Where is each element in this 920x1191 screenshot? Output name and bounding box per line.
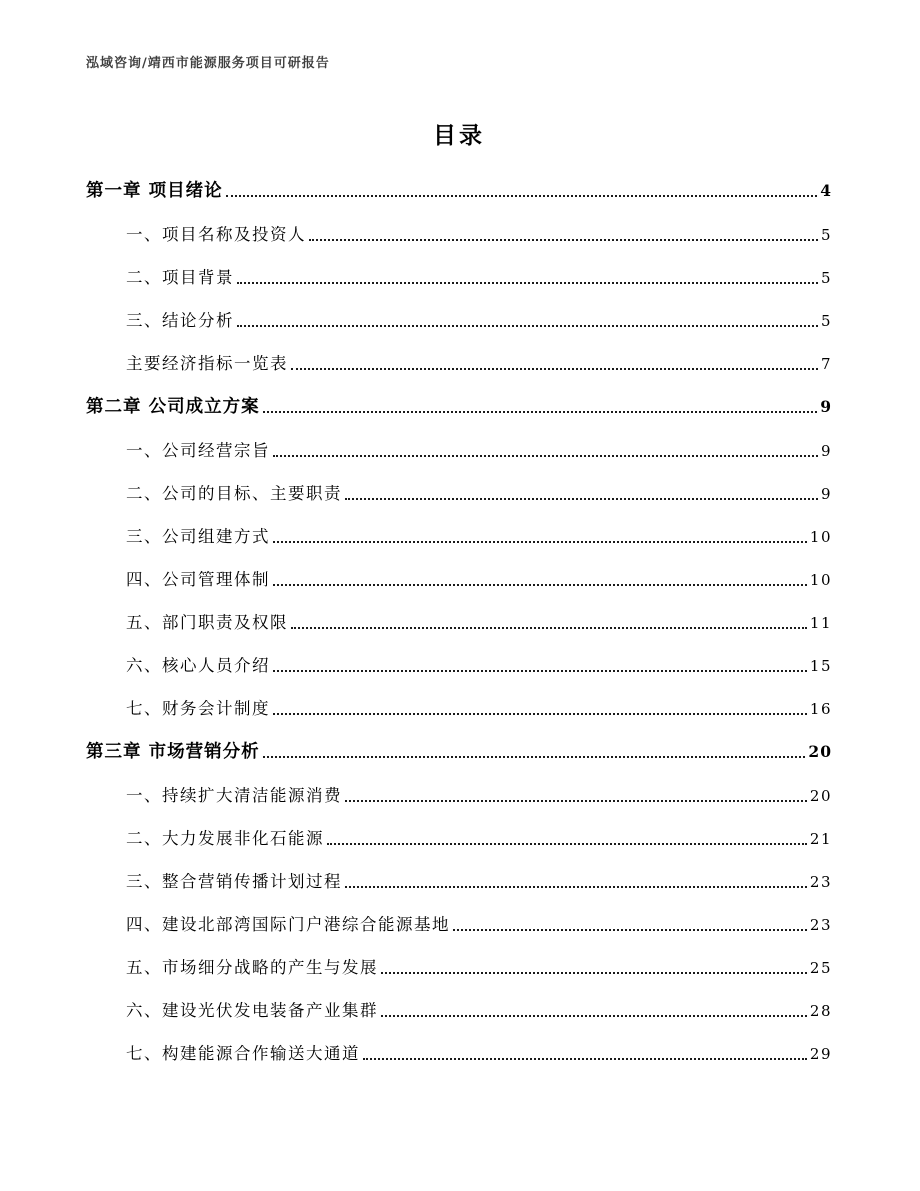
- page-number: 25: [809, 959, 832, 977]
- toc-item-row[interactable]: [86, 440, 832, 462]
- toc-item-row[interactable]: [86, 828, 832, 850]
- toc-entry-label: 三、整合营销传播计划过程: [126, 872, 342, 891]
- toc-chapter-row[interactable]: [86, 741, 832, 763]
- dot-leader: [273, 713, 807, 715]
- dot-leader: [309, 239, 818, 241]
- toc-title: 目录: [433, 122, 485, 149]
- dot-leader: [381, 972, 807, 974]
- page-number: 20: [808, 742, 832, 761]
- dot-leader: [237, 282, 818, 284]
- page-number: 9: [820, 442, 832, 460]
- dot-leader: [226, 195, 818, 197]
- toc-item-row[interactable]: [86, 526, 832, 548]
- toc-entry-label: 二、项目背景: [126, 268, 234, 287]
- toc-entry-label: 七、构建能源合作输送大通道: [126, 1044, 360, 1063]
- toc-item-row[interactable]: [86, 310, 832, 332]
- dot-leader: [291, 627, 807, 629]
- dot-leader: [273, 455, 818, 457]
- toc-entry-label: 二、公司的目标、主要职责: [126, 484, 342, 503]
- dot-leader: [453, 929, 807, 931]
- dot-leader: [237, 325, 818, 327]
- toc-entry-label: 第二章 公司成立方案: [86, 397, 260, 417]
- dot-leader: [263, 411, 818, 413]
- dot-leader: [273, 670, 807, 672]
- document-header: 泓域咨询/靖西市能源服务项目可研报告: [86, 56, 330, 71]
- toc-entry-label: 六、核心人员介绍: [126, 656, 270, 675]
- page-number: 10: [809, 571, 832, 589]
- dot-leader: [345, 886, 807, 888]
- page-number: 10: [809, 528, 832, 546]
- page-number: 5: [820, 226, 832, 244]
- toc-item-row[interactable]: [86, 1043, 832, 1065]
- toc-entry-label: 主要经济指标一览表: [126, 354, 288, 373]
- toc-item-row[interactable]: [86, 871, 832, 893]
- toc-entry-label: 五、市场细分战略的产生与发展: [126, 958, 378, 977]
- page-number: 28: [809, 1002, 832, 1020]
- toc-item-row[interactable]: [86, 612, 832, 634]
- toc-entry-label: 三、公司组建方式: [126, 527, 270, 546]
- dot-leader: [363, 1058, 807, 1060]
- page-number: 11: [809, 614, 832, 632]
- toc-entry-label: 一、项目名称及投资人: [126, 225, 306, 244]
- dot-leader: [273, 541, 807, 543]
- page-number: 9: [820, 485, 832, 503]
- toc-item-row[interactable]: [86, 914, 832, 936]
- toc-item-row[interactable]: [86, 698, 832, 720]
- toc-item-row[interactable]: [86, 569, 832, 591]
- toc-chapter-row[interactable]: [86, 180, 832, 202]
- toc-item-row[interactable]: [86, 483, 832, 505]
- toc-chapter-row[interactable]: [86, 396, 832, 418]
- page-number: 9: [820, 397, 832, 416]
- page-number: 5: [820, 312, 832, 330]
- toc-entry-label: 三、结论分析: [126, 311, 234, 330]
- dot-leader: [263, 756, 806, 758]
- page-number: 15: [809, 657, 832, 675]
- page-number: 23: [809, 916, 832, 934]
- toc-entry-label: 五、部门职责及权限: [126, 613, 288, 632]
- page-number: 21: [809, 830, 832, 848]
- toc-item-row[interactable]: [86, 655, 832, 677]
- page-number: 16: [809, 700, 832, 718]
- dot-leader: [345, 800, 807, 802]
- toc-entry-label: 四、建设北部湾国际门户港综合能源基地: [126, 915, 450, 934]
- dot-leader: [345, 498, 818, 500]
- page-number: 29: [809, 1045, 832, 1063]
- toc-list: [86, 180, 832, 1065]
- toc-item-row[interactable]: [86, 785, 832, 807]
- toc-entry-label: 四、公司管理体制: [126, 570, 270, 589]
- page-number: 23: [809, 873, 832, 891]
- toc-entry-label: 七、财务会计制度: [126, 699, 270, 718]
- dot-leader: [273, 584, 807, 586]
- toc-entry-label: 一、持续扩大清洁能源消费: [126, 786, 342, 805]
- dot-leader: [291, 368, 818, 370]
- dot-leader: [327, 843, 807, 845]
- page-number: 7: [820, 355, 832, 373]
- toc-entry-label: 第三章 市场营销分析: [86, 742, 260, 762]
- dot-leader: [381, 1015, 807, 1017]
- page-number: 20: [809, 787, 832, 805]
- page-number: 4: [820, 181, 832, 200]
- toc-item-row[interactable]: [86, 1000, 832, 1022]
- toc-item-row[interactable]: [86, 957, 832, 979]
- toc-entry-label: 一、公司经营宗旨: [126, 441, 270, 460]
- page-number: 5: [820, 269, 832, 287]
- toc-entry-label: 六、建设光伏发电装备产业集群: [126, 1001, 378, 1020]
- toc-entry-label: 二、大力发展非化石能源: [126, 829, 324, 848]
- toc-entry-label: 第一章 项目绪论: [86, 181, 223, 201]
- toc-item-row[interactable]: [86, 353, 832, 375]
- toc-item-row[interactable]: [86, 224, 832, 246]
- toc-item-row[interactable]: [86, 267, 832, 289]
